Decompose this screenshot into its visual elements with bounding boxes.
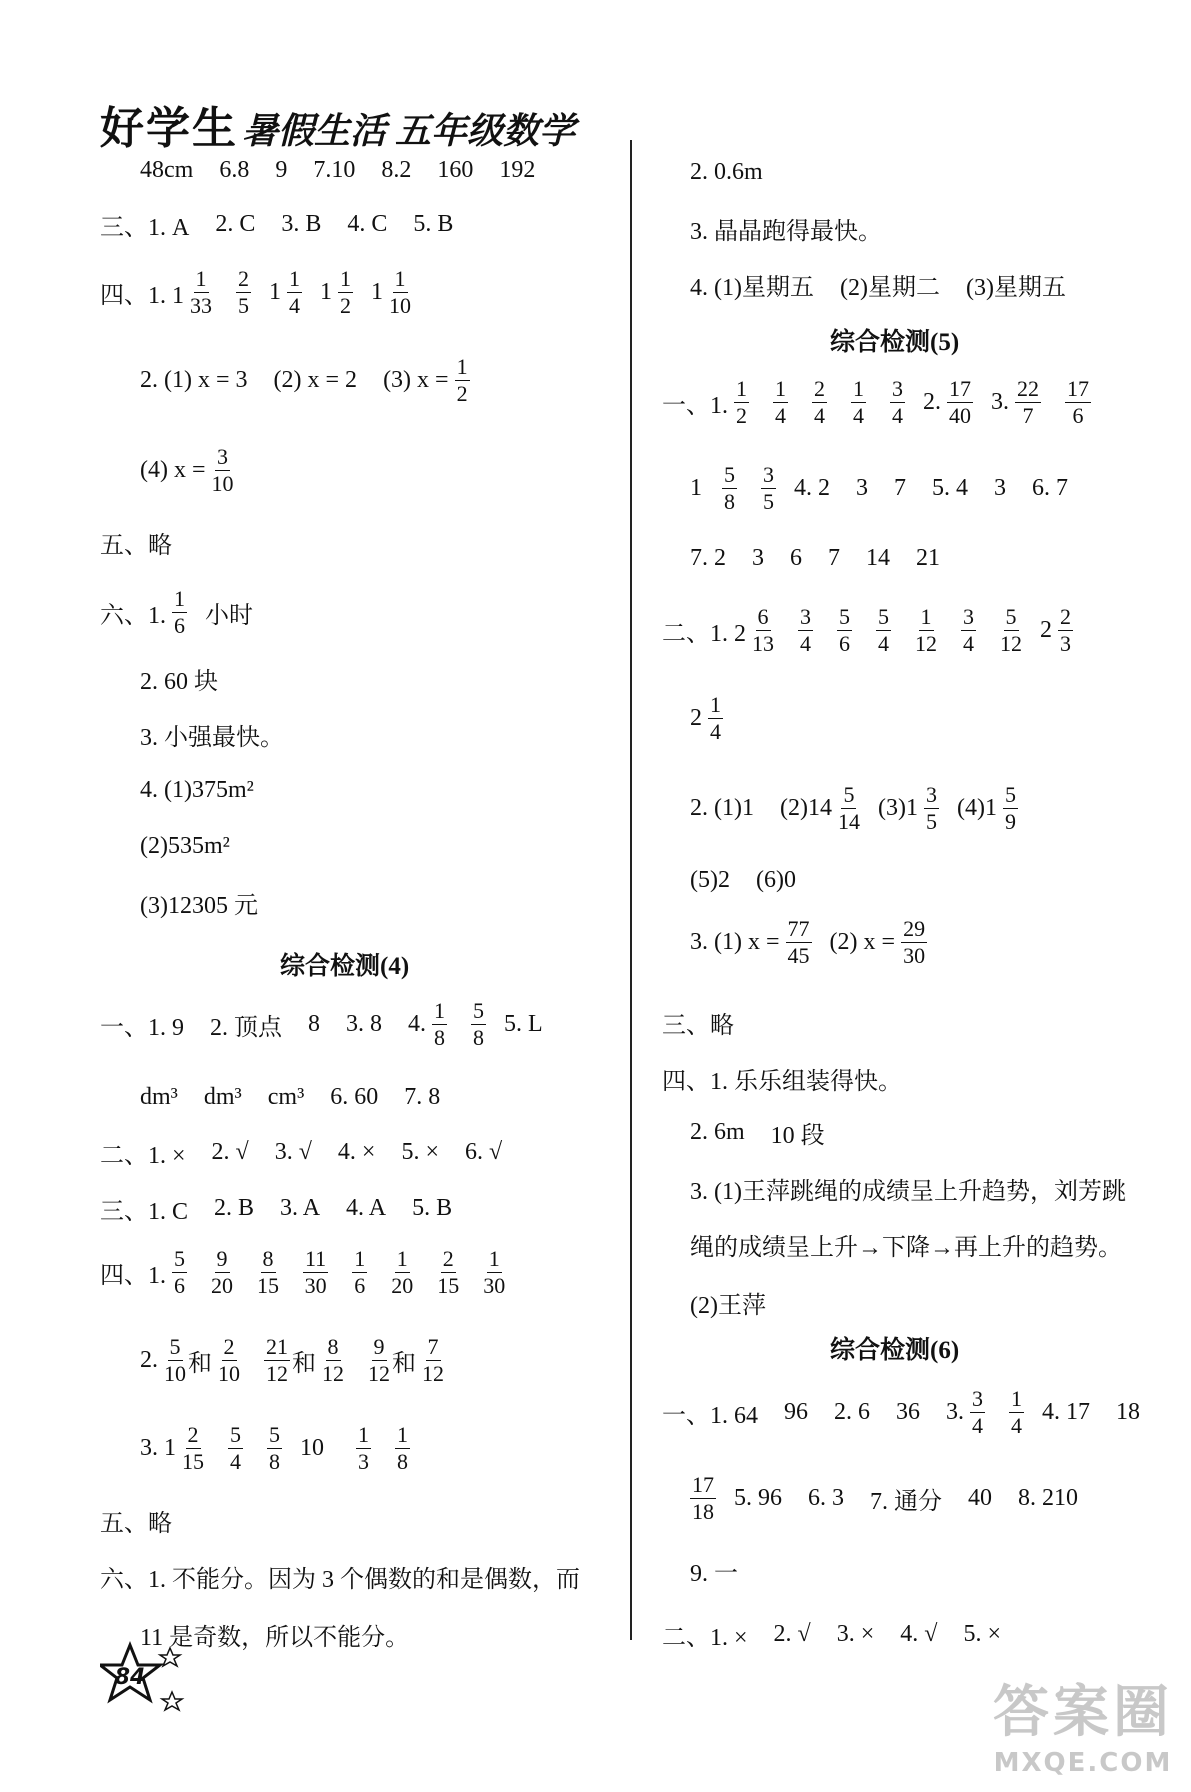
book-subtitle: 暑假生活 五年级数学 xyxy=(242,111,576,151)
answer-line: 四、1. 乐乐组装得快。 xyxy=(662,1068,902,1095)
answer-line: 2. 0.6m xyxy=(690,158,763,185)
answer-line: 3. (1)王萍跳绳的成绩呈上升趋势，刘芳跳 xyxy=(690,1178,1126,1205)
brand-title: 好学生 xyxy=(100,104,238,153)
answer-line: 六、1. $\frac{1}{6}$ 小时 xyxy=(100,585,253,638)
answer-line: 4. (1)375m² xyxy=(140,776,254,803)
answer-line: 3. 小强最快。 xyxy=(140,724,284,751)
answer-line: 二、1. × 2. √ 3. √ 4. × 5. × 6. √ xyxy=(100,1138,503,1169)
answer-line: 9. 一 xyxy=(690,1560,738,1587)
section-heading: 综合检测(6) xyxy=(830,1337,960,1364)
answer-line: 11 是奇数，所以不能分。 xyxy=(140,1624,410,1651)
answer-line: 一、1. $\frac{1}{2}$ $\frac{1}{4}$ $\frac{2}{4}$ $\frac{1}{4}$ $\frac{3}{4}$ 2. $\frac{17}{40}$ 3. $\frac{22}{7}$ $\frac{17}{6}$ xyxy=(662,375,1089,428)
answer-line: 1 $\frac{5}{8}$ $\frac{3}{5}$ 4. 2 3 7 5. 4 3 6. 7 xyxy=(690,461,1068,514)
answer-line: 2. $\frac{5}{10}$ 和 $\frac{2}{10}$ $\frac{21}{12}$ 和 $\frac{8}{12}$ $\frac{9}{12}$ 和 $\frac{7}{12}$ xyxy=(140,1333,444,1386)
section-heading: 综合检测(5) xyxy=(830,329,960,356)
answer-line: 3. 1 $\frac{2}{15}$ $\frac{5}{4}$ $\frac{5}{8}$ 10 $\frac{1}{3}$ $\frac{1}{8}$ xyxy=(140,1421,408,1474)
answer-line: 二、1. × 2. √ 3. × 4. √ 5. × xyxy=(662,1620,1001,1651)
answer-line: 一、1. 9 2. 顶点 8 3. 8 4. $\frac{1}{8}$ $\frac{5}{8}$ 5. L xyxy=(100,997,543,1050)
answer-line: 2. 6m 10 段 xyxy=(690,1118,825,1149)
answer-line: 四、1. $\frac{5}{6}$ $\frac{9}{20}$ $\frac{8}{15}$ $\frac{11}{30}$ $\frac{1}{6}$ $\frac{1}{20}$ $\frac{2}{15}$ $\frac{1}{30}$ xyxy=(100,1245,506,1298)
answer-line: $\frac{17}{18}$ 5. 96 6. 3 7. 通分 40 8. 210 xyxy=(692,1471,1078,1524)
answer-line: 六、1. 不能分。因为 3 个偶数的和是偶数，而 xyxy=(100,1566,580,1593)
watermark xyxy=(993,1668,1173,1778)
answer-line: 三、略 xyxy=(662,1012,734,1039)
page-number: 84 xyxy=(114,1665,146,1690)
answer-line: 三、1. A 2. C 3. B 4. C 5. B xyxy=(100,210,454,241)
answer-line: (5)2 (6)0 xyxy=(690,866,796,893)
answer-line: 48cm 6.8 9 7.10 8.2 160 192 xyxy=(140,156,536,183)
answer-line: 7. 2 3 6 7 14 21 xyxy=(690,544,940,571)
answer-line: 3. 晶晶跑得最快。 xyxy=(690,218,882,245)
answer-line: (2)王萍 xyxy=(690,1292,766,1319)
answer-line: 2. 60 块 xyxy=(140,668,218,695)
answer-line: 3. (1) x = $\frac{77}{45}$ (2) x = $\frac{29}{30}$ xyxy=(690,915,926,968)
watermark-url: MXQE.COM xyxy=(993,1748,1173,1778)
answer-line: 一、1. 64 96 2. 6 36 3. $\frac{3}{4}$ $\frac{1}{4}$ 4. 17 18 xyxy=(662,1385,1140,1438)
answer-line: 三、1. C 2. B 3. A 4. A 5. B xyxy=(100,1194,453,1225)
answer-line: 4. (1)星期五 (2)星期二 (3)星期五 xyxy=(690,274,1066,301)
answer-line: 五、略 xyxy=(100,1510,172,1537)
section-heading: 综合检测(4) xyxy=(280,953,410,980)
answer-line: dm³ dm³ cm³ 6. 60 7. 8 xyxy=(140,1083,441,1110)
answer-line: (4) x = $\frac{3}{10}$ xyxy=(140,443,234,496)
watermark-logo: 答案圈 xyxy=(993,1680,1173,1745)
answer-line: 绳的成绩呈上升→下降→再上升的趋势。 xyxy=(690,1234,1122,1261)
answer-line: (3)12305 元 xyxy=(140,892,258,919)
answer-line: 2. (1) x = 3 (2) x = 2 (3) x = $\frac{1}{2}$ xyxy=(140,353,468,406)
column-divider xyxy=(630,140,632,1640)
answer-line: 2. (1)1 (2)14 $\frac{5}{14}$ (3)1 $\frac{3}{5}$ (4)1 $\frac{5}{9}$ xyxy=(690,781,1016,834)
answer-line: 2 $\frac{1}{4}$ xyxy=(690,691,721,744)
answer-line: 二、1. 2 $\frac{6}{13}$ $\frac{3}{4}$ $\frac{5}{6}$ $\frac{5}{4}$ $\frac{1}{12}$ $\frac{3}{4}$ $\frac{5}{12}$ 2 $\frac{2}{3}$ xyxy=(662,603,1071,656)
answer-line: 四、1. 1 $\frac{1}{33}$ $\frac{2}{5}$ 1 $\frac{1}{4}$ 1 $\frac{1}{2}$ 1 $\frac{1}{10}$ xyxy=(100,265,411,318)
answer-line: (2)535m² xyxy=(140,832,230,859)
answer-line: 五、略 xyxy=(100,532,172,559)
page-number-star-icon xyxy=(100,1640,190,1720)
page-title xyxy=(100,92,575,156)
